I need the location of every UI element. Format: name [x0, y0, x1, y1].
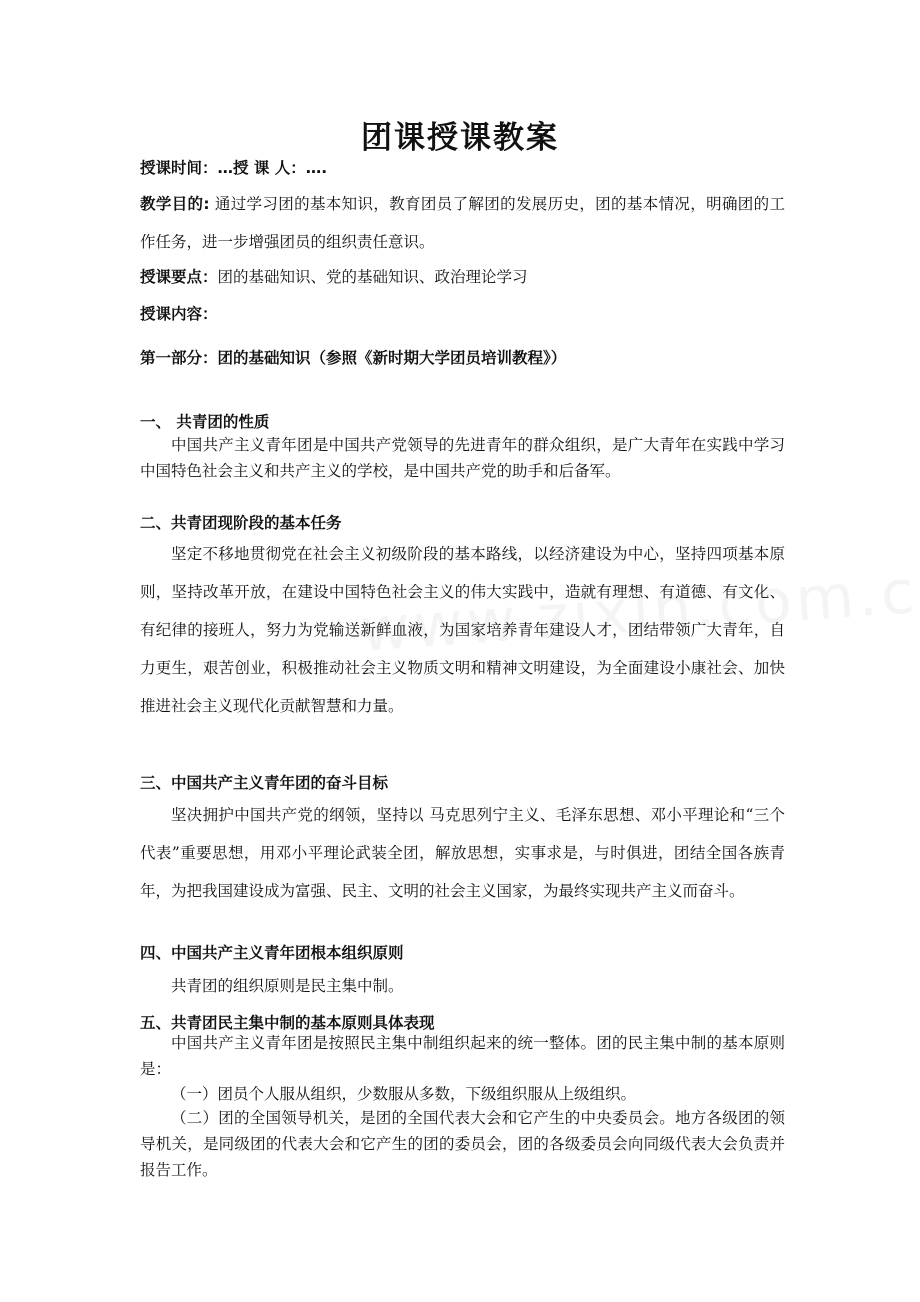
list-item-2: （二）团的全国领导机关，是团的全国代表大会和它产生的中央委员会。地方各级团的领导机关，是同级团的代表大会和它产生的团的委员会，团的各级委员会向同级代表大会负责并报告工作。: [140, 1109, 785, 1179]
meta-line: 授课时间：…授 课 人：….: [140, 159, 328, 177]
section-text-3: 坚决拥护中国共产党的纲领，坚持以 马克思列宁主义、毛泽东思想、邓小平理论和“三个代表”重要思想，用邓小平理论武装全团，解放思想，实事求是，与时俱进，团结全国各族青年，为把我国建设成为富强、民主、文明的社会主义国家，为最终实现共产主义而奋斗。: [140, 806, 785, 900]
section-heading-1: 一、 共青团的性质: [140, 413, 270, 431]
section-text-4: 共青团的组织原则是民主集中制。: [171, 977, 404, 995]
points-line: [140, 265, 785, 287]
section-text-1: 中国共产主义青年团是中国共产党领导的先进青年的群众组织，是广大青年在实践中学习中国特色社会主义和共产主义的学校，是中国共产党的助手和后备军。: [140, 436, 785, 480]
part1-heading: 第一部分：团的基础知识（参照《新时期大学团员培训教程》）: [140, 349, 567, 367]
section-text-2: 坚定不移地贯彻党在社会主义初级阶段的基本路线，以经济建设为中心，坚持四项基本原则，坚持改革开放，在建设中国特色社会主义的伟大实践中，造就有理想、有道德、有文化、有纪律的接班人，努力为党输送新鲜血液，为国家培养青年建设人才，团结带领广大青年，自力更生，艰苦创业，积极推动社会主义物质文明和精神文明建设，为全面建设小康社会、加快推进社会主义现代化贡献智慧和力量。: [140, 545, 785, 715]
points-text: 团的基础知识、党的基础知识、政治理论学习: [217, 268, 528, 286]
section-heading-3: 三、中国共产主义青年团的奋斗目标: [140, 774, 389, 792]
section-heading-4: 四、中国共产主义青年团根本组织原则: [140, 944, 404, 962]
list-item-1: （一）团员个人服从组织，少数服从多数，下级组织服从上级组织。: [171, 1085, 637, 1103]
purpose-label: 教学目的:: [140, 195, 210, 213]
points-label: 授课要点：: [140, 268, 218, 286]
document-title: 团课授课教案: [361, 120, 559, 156]
section-heading-5: 五、共青团民主集中制的基本原则具体表现: [140, 1014, 435, 1032]
section-heading-2: 二、共青团现阶段的基本任务: [140, 514, 342, 532]
purpose-paragraph: [140, 185, 785, 261]
content-label: 授课内容：: [140, 305, 218, 323]
purpose-text: 通过学习团的基本知识，教育团员了解团的发展历史，团的基本情况，明确团的工作任务，进一步增强团员的组织责任意识。: [140, 195, 785, 251]
section-text-5: 中国共产主义青年团是按照民主集中制组织起来的统一整体。团的民主集中制的基本原则是：: [140, 1034, 785, 1078]
